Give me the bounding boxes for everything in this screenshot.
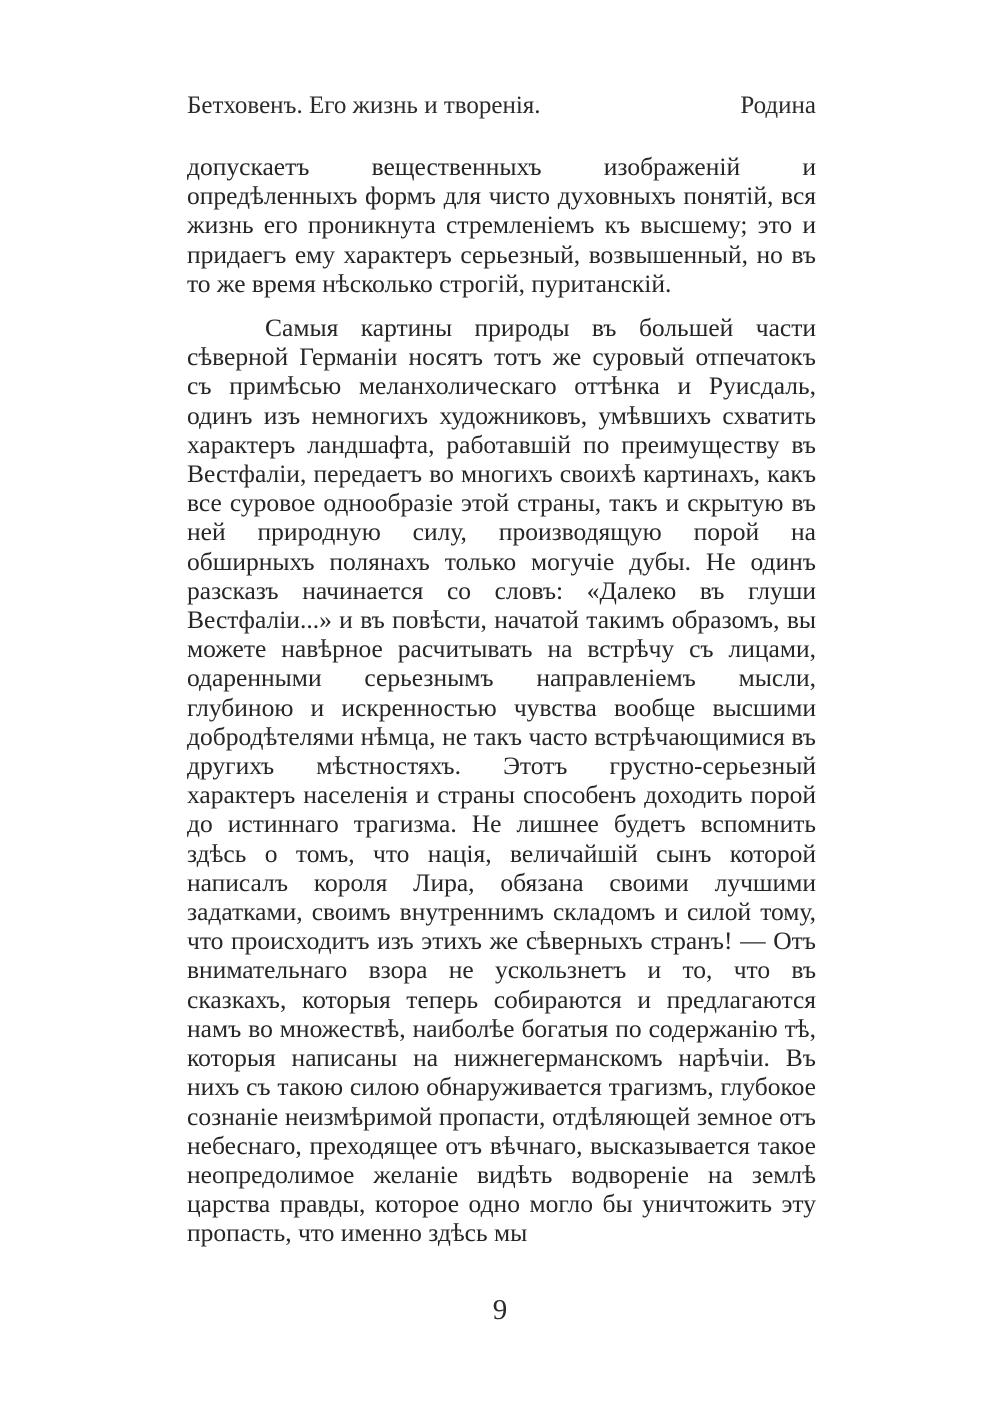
header-author: Родина [740, 92, 816, 119]
paragraph-continuation: допускаетъ вещественныхъ изображеній и опредѣленныхъ формъ для чисто духовныхъ понятій, вся жизнь его проникнута стремленіемъ къ высшему; это и придаегъ ему характеръ серьезный, возвышенный, но въ то же время нѣсколько строгій, пуританскій. [187, 152, 816, 298]
body-text [187, 152, 816, 1248]
page-number: 9 [492, 1294, 508, 1326]
header-title: Бетховенъ. Его жизнь и творенія. [187, 92, 541, 119]
running-header [187, 92, 816, 126]
paragraph-main: Самыя картины природы въ большей части сѣверной Германіи носятъ тотъ же суровый отпечатокъ съ примѣсью меланхолическаго оттѣнка и Руисдаль, одинъ изъ немногихъ художниковъ, умѣвшихъ схватить характеръ ландшафта, работавшій по преимуществу въ Вестфаліи, передаетъ во многихъ своихѣ картинахъ, какъ все суровое однообразіе этой страны, такъ и скрытую въ ней природную силу, производящую порой на обширныхъ полянахъ только могучіе дубы. Не одинъ разсказъ начинается со словъ: «Далеко въ глуши Вестфаліи...» и въ повѣсти, начатой такимъ образомъ, вы можете навѣрное расчитывать на встрѣчу съ лицами, одаренными серьезнымъ направленіемъ мысли, глубиною и искренностью чувства вообще высшими добродѣтелями нѣмца, не такъ часто встрѣчающимися въ другихъ мѣстностяхъ. Этотъ грустно-серьезный характеръ населенія и страны способенъ доходить порой до истиннаго трагизма. Не лишнее будетъ вспомнить здѣсь о томъ, что нація, величайшій сынъ которой написалъ короля Лира, обязана своими лучшими задатками, своимъ внутреннимъ складомъ и силой тому, что происходитъ изъ этихъ же сѣверныхъ странъ! — Отъ внимательнаго взора не ускользнетъ и то, что въ сказкахъ, которыя теперь собираются и предлагаются намъ во множествѣ, наиболѣе богатыя по содержанію тѣ, которыя написаны на нижнегерманскомъ нарѣчіи. Въ нихъ съ такою силою обнаруживается трагизмъ, глубокое сознаніе неизмѣримой пропасти, отдѣляющей земное отъ небеснаго, преходящее отъ вѣчнаго, высказывается такое неопредолимое желаніе видѣть водвореніе на землѣ царства правды, которое одно могло бы уничтожить эту пропасть, что именно здѣсь мы [187, 313, 816, 1248]
